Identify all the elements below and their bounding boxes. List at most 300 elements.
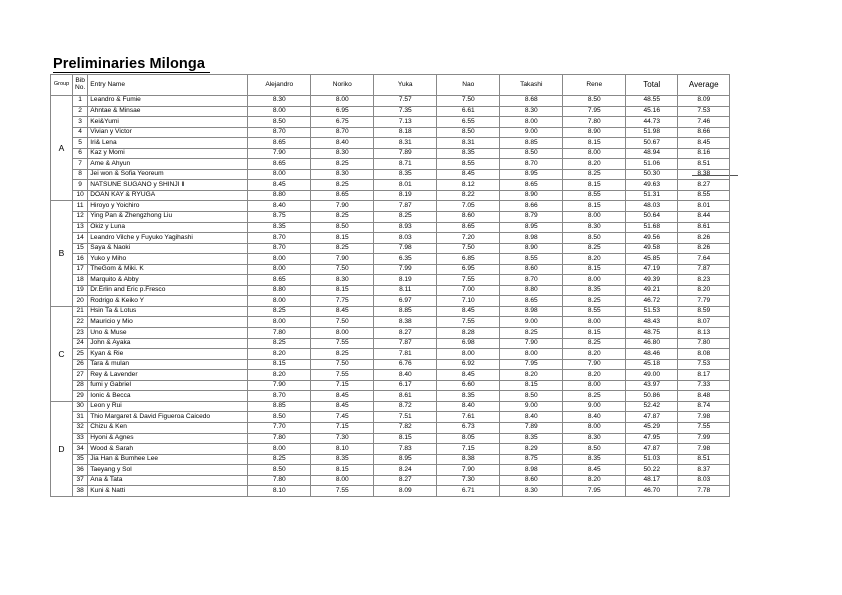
judge-score: 8.70 bbox=[248, 233, 311, 244]
header-bib: Bib No. bbox=[73, 75, 88, 96]
judge-score: 8.80 bbox=[248, 285, 311, 296]
total-score: 51.31 bbox=[626, 190, 678, 201]
average-score: 7.78 bbox=[678, 486, 730, 497]
bib-number: 9 bbox=[73, 180, 88, 191]
judge-score: 8.98 bbox=[500, 306, 563, 317]
total-score: 50.86 bbox=[626, 391, 678, 402]
judge-score: 8.70 bbox=[248, 127, 311, 138]
bib-number: 34 bbox=[73, 444, 88, 455]
judge-score: 8.85 bbox=[374, 306, 437, 317]
judge-score: 7.15 bbox=[437, 444, 500, 455]
total-score: 48.46 bbox=[626, 349, 678, 360]
judge-score: 8.20 bbox=[563, 159, 626, 170]
judge-score: 8.45 bbox=[248, 180, 311, 191]
entry-name: Jei won & Sofia Yeoreum bbox=[88, 169, 248, 180]
entry-name: Rey & Lavender bbox=[88, 370, 248, 381]
group-label: B bbox=[51, 201, 73, 306]
total-score: 48.03 bbox=[626, 201, 678, 212]
judge-score: 8.28 bbox=[437, 328, 500, 339]
judge-score: 8.40 bbox=[248, 201, 311, 212]
bib-number: 1 bbox=[73, 96, 88, 107]
judge-score: 8.22 bbox=[437, 190, 500, 201]
judge-score: 8.40 bbox=[563, 412, 626, 423]
total-score: 46.80 bbox=[626, 338, 678, 349]
total-score: 51.06 bbox=[626, 159, 678, 170]
table-row bbox=[51, 169, 730, 180]
entry-name: Ionic & Becca bbox=[88, 391, 248, 402]
header-judge: Noriko bbox=[311, 75, 374, 96]
bib-number: 31 bbox=[73, 412, 88, 423]
header-judge: Alejandro bbox=[248, 75, 311, 96]
judge-score: 8.90 bbox=[500, 243, 563, 254]
entry-name: Kei&Yumi bbox=[88, 117, 248, 128]
average-score: 8.45 bbox=[678, 138, 730, 149]
judge-score: 6.98 bbox=[437, 338, 500, 349]
table-row bbox=[51, 433, 730, 444]
judge-score: 8.40 bbox=[500, 412, 563, 423]
total-score: 43.97 bbox=[626, 380, 678, 391]
bib-number: 38 bbox=[73, 486, 88, 497]
average-score: 8.16 bbox=[678, 148, 730, 159]
table-row bbox=[51, 338, 730, 349]
table-row bbox=[51, 296, 730, 307]
average-score: 8.66 bbox=[678, 127, 730, 138]
header-row bbox=[51, 75, 730, 96]
table-body bbox=[51, 96, 730, 497]
judge-score: 7.51 bbox=[374, 412, 437, 423]
judge-score: 7.75 bbox=[311, 296, 374, 307]
average-score: 8.48 bbox=[678, 391, 730, 402]
entry-name: TheGom & Miki. K bbox=[88, 264, 248, 275]
judge-score: 8.10 bbox=[311, 444, 374, 455]
judge-score: 8.03 bbox=[374, 233, 437, 244]
judge-score: 9.00 bbox=[500, 317, 563, 328]
judge-score: 8.29 bbox=[500, 444, 563, 455]
judge-score: 7.50 bbox=[311, 264, 374, 275]
table-row bbox=[51, 444, 730, 455]
table-row bbox=[51, 391, 730, 402]
judge-score: 6.95 bbox=[437, 264, 500, 275]
judge-score: 7.50 bbox=[311, 317, 374, 328]
judge-score: 8.65 bbox=[248, 138, 311, 149]
total-score: 45.16 bbox=[626, 106, 678, 117]
judge-score: 7.15 bbox=[311, 422, 374, 433]
judge-score: 8.00 bbox=[248, 106, 311, 117]
judge-score: 6.17 bbox=[374, 380, 437, 391]
total-score: 46.72 bbox=[626, 296, 678, 307]
judge-score: 8.75 bbox=[500, 454, 563, 465]
judge-score: 8.25 bbox=[563, 243, 626, 254]
bib-number: 21 bbox=[73, 306, 88, 317]
bib-number: 15 bbox=[73, 243, 88, 254]
table-row bbox=[51, 264, 730, 275]
entry-name: Kuni & Natti bbox=[88, 486, 248, 497]
bib-number: 10 bbox=[73, 190, 88, 201]
total-score: 51.68 bbox=[626, 222, 678, 233]
judge-score: 8.00 bbox=[563, 317, 626, 328]
table-row bbox=[51, 412, 730, 423]
total-score: 49.00 bbox=[626, 370, 678, 381]
judge-score: 7.10 bbox=[437, 296, 500, 307]
title-underline bbox=[53, 72, 210, 73]
table-row bbox=[51, 306, 730, 317]
table-row bbox=[51, 380, 730, 391]
group-label: C bbox=[51, 306, 73, 401]
judge-score: 8.15 bbox=[248, 359, 311, 370]
judge-score: 8.00 bbox=[248, 444, 311, 455]
judge-score: 8.00 bbox=[563, 380, 626, 391]
judge-score: 8.98 bbox=[500, 465, 563, 476]
judge-score: 8.50 bbox=[248, 465, 311, 476]
judge-score: 7.80 bbox=[248, 328, 311, 339]
table-row bbox=[51, 465, 730, 476]
table-row bbox=[51, 285, 730, 296]
entry-name: NATSUNE SUGANO y SHINJI Ⅱ bbox=[88, 180, 248, 191]
judge-score: 8.93 bbox=[374, 222, 437, 233]
judge-score: 8.00 bbox=[248, 317, 311, 328]
judge-score: 8.60 bbox=[500, 264, 563, 275]
judge-score: 7.50 bbox=[437, 243, 500, 254]
bib-number: 35 bbox=[73, 454, 88, 465]
judge-score: 8.25 bbox=[248, 338, 311, 349]
judge-score: 8.60 bbox=[437, 212, 500, 223]
table-row bbox=[51, 422, 730, 433]
judge-score: 8.00 bbox=[248, 254, 311, 265]
judge-score: 7.89 bbox=[500, 422, 563, 433]
judge-score: 8.50 bbox=[248, 412, 311, 423]
judge-score: 8.25 bbox=[248, 454, 311, 465]
judge-score: 7.30 bbox=[311, 433, 374, 444]
judge-score: 8.27 bbox=[374, 475, 437, 486]
entry-name: Leon y Rui bbox=[88, 401, 248, 412]
scores-table bbox=[50, 74, 730, 497]
average-score: 7.87 bbox=[678, 264, 730, 275]
entry-name: Chizu & Ken bbox=[88, 422, 248, 433]
judge-score: 8.45 bbox=[437, 169, 500, 180]
average-score: 8.07 bbox=[678, 317, 730, 328]
judge-score: 8.00 bbox=[248, 264, 311, 275]
average-score: 8.27 bbox=[678, 180, 730, 191]
bib-number: 5 bbox=[73, 138, 88, 149]
judge-score: 7.80 bbox=[248, 433, 311, 444]
bib-number: 32 bbox=[73, 422, 88, 433]
bib-number: 14 bbox=[73, 233, 88, 244]
judge-score: 8.35 bbox=[500, 433, 563, 444]
judge-score: 7.95 bbox=[563, 486, 626, 497]
table-row bbox=[51, 233, 730, 244]
total-score: 47.87 bbox=[626, 412, 678, 423]
judge-score: 8.85 bbox=[500, 138, 563, 149]
judge-score: 7.30 bbox=[437, 475, 500, 486]
judge-score: 8.35 bbox=[311, 454, 374, 465]
judge-score: 8.00 bbox=[500, 349, 563, 360]
judge-score: 8.15 bbox=[311, 233, 374, 244]
table-row bbox=[51, 401, 730, 412]
judge-score: 6.95 bbox=[311, 106, 374, 117]
entry-name: Ahntae & Minsae bbox=[88, 106, 248, 117]
judge-score: 8.35 bbox=[374, 169, 437, 180]
judge-score: 8.19 bbox=[374, 275, 437, 286]
judge-score: 8.72 bbox=[374, 401, 437, 412]
entry-name: Tara & mulan bbox=[88, 359, 248, 370]
judge-score: 8.00 bbox=[563, 422, 626, 433]
judge-score: 8.70 bbox=[311, 127, 374, 138]
average-score: 8.59 bbox=[678, 306, 730, 317]
judge-score: 8.30 bbox=[500, 106, 563, 117]
judge-score: 8.68 bbox=[500, 96, 563, 107]
judge-score: 8.70 bbox=[500, 159, 563, 170]
judge-score: 8.40 bbox=[311, 138, 374, 149]
total-score: 48.75 bbox=[626, 328, 678, 339]
judge-score: 8.25 bbox=[311, 212, 374, 223]
table-row bbox=[51, 275, 730, 286]
judge-score: 8.50 bbox=[500, 148, 563, 159]
entry-name: Kaz y Momi bbox=[88, 148, 248, 159]
judge-score: 8.50 bbox=[563, 96, 626, 107]
judge-score: 7.20 bbox=[437, 233, 500, 244]
entry-name: Ying Pan & Zhengzhong Liu bbox=[88, 212, 248, 223]
judge-score: 6.75 bbox=[311, 117, 374, 128]
entry-name: DOAN KAY & RYUGA bbox=[88, 190, 248, 201]
table-row bbox=[51, 96, 730, 107]
judge-score: 8.31 bbox=[437, 138, 500, 149]
judge-score: 6.71 bbox=[437, 486, 500, 497]
average-score: 7.80 bbox=[678, 338, 730, 349]
judge-score: 7.00 bbox=[437, 285, 500, 296]
judge-score: 8.50 bbox=[437, 127, 500, 138]
page-title: Preliminaries Milonga bbox=[53, 56, 205, 72]
entry-name: Taeyang y Sol bbox=[88, 465, 248, 476]
table-row bbox=[51, 370, 730, 381]
judge-score: 8.15 bbox=[500, 380, 563, 391]
judge-score: 8.19 bbox=[374, 190, 437, 201]
judge-score: 7.45 bbox=[311, 412, 374, 423]
judge-score: 8.20 bbox=[563, 370, 626, 381]
judge-score: 7.95 bbox=[563, 106, 626, 117]
total-score: 50.30 bbox=[626, 169, 678, 180]
table-row bbox=[51, 222, 730, 233]
judge-score: 8.95 bbox=[500, 222, 563, 233]
judge-score: 8.00 bbox=[311, 96, 374, 107]
entry-name: Iri& Lena bbox=[88, 138, 248, 149]
table-row bbox=[51, 190, 730, 201]
entry-name: Hiroyo y Yoichiro bbox=[88, 201, 248, 212]
judge-score: 8.12 bbox=[437, 180, 500, 191]
average-score: 7.64 bbox=[678, 254, 730, 265]
judge-score: 8.00 bbox=[563, 275, 626, 286]
judge-score: 8.95 bbox=[500, 169, 563, 180]
judge-score: 8.90 bbox=[500, 190, 563, 201]
judge-score: 8.98 bbox=[500, 233, 563, 244]
judge-score: 7.81 bbox=[374, 349, 437, 360]
judge-score: 9.00 bbox=[563, 401, 626, 412]
judge-score: 8.95 bbox=[374, 454, 437, 465]
judge-score: 9.00 bbox=[500, 401, 563, 412]
bib-number: 26 bbox=[73, 359, 88, 370]
judge-score: 8.00 bbox=[563, 148, 626, 159]
total-score: 49.56 bbox=[626, 233, 678, 244]
judge-score: 8.80 bbox=[500, 285, 563, 296]
average-score: 8.08 bbox=[678, 349, 730, 360]
bib-number: 37 bbox=[73, 475, 88, 486]
judge-score: 8.65 bbox=[500, 296, 563, 307]
total-score: 52.42 bbox=[626, 401, 678, 412]
judge-score: 8.15 bbox=[374, 433, 437, 444]
table-row bbox=[51, 117, 730, 128]
judge-score: 8.65 bbox=[248, 275, 311, 286]
bib-number: 3 bbox=[73, 117, 88, 128]
average-score: 8.61 bbox=[678, 222, 730, 233]
table-row bbox=[51, 254, 730, 265]
bib-number: 4 bbox=[73, 127, 88, 138]
total-score: 45.85 bbox=[626, 254, 678, 265]
judge-score: 8.66 bbox=[500, 201, 563, 212]
total-score: 49.58 bbox=[626, 243, 678, 254]
judge-score: 8.40 bbox=[374, 370, 437, 381]
table-row bbox=[51, 201, 730, 212]
bib-number: 19 bbox=[73, 285, 88, 296]
total-score: 51.53 bbox=[626, 306, 678, 317]
judge-score: 8.10 bbox=[248, 486, 311, 497]
judge-score: 8.85 bbox=[248, 401, 311, 412]
judge-score: 8.11 bbox=[374, 285, 437, 296]
judge-score: 7.95 bbox=[500, 359, 563, 370]
average-score: 8.20 bbox=[678, 285, 730, 296]
bib-number: 23 bbox=[73, 328, 88, 339]
entry-name: Marquito & Abby bbox=[88, 275, 248, 286]
judge-score: 7.55 bbox=[437, 317, 500, 328]
average-score: 8.26 bbox=[678, 243, 730, 254]
judge-score: 7.90 bbox=[500, 338, 563, 349]
judge-score: 8.35 bbox=[248, 222, 311, 233]
judge-score: 8.15 bbox=[311, 285, 374, 296]
judge-score: 8.55 bbox=[563, 306, 626, 317]
table-row bbox=[51, 212, 730, 223]
total-score: 46.70 bbox=[626, 486, 678, 497]
entry-name: Leandro & Fumie bbox=[88, 96, 248, 107]
judge-score: 8.31 bbox=[374, 138, 437, 149]
entry-name: Vivian y Victor bbox=[88, 127, 248, 138]
judge-score: 8.80 bbox=[248, 190, 311, 201]
judge-score: 8.50 bbox=[248, 117, 311, 128]
average-score: 7.55 bbox=[678, 422, 730, 433]
judge-score: 8.65 bbox=[311, 190, 374, 201]
judge-score: 8.00 bbox=[248, 169, 311, 180]
header-average: Average bbox=[678, 75, 730, 96]
judge-score: 8.50 bbox=[563, 233, 626, 244]
judge-score: 7.87 bbox=[374, 201, 437, 212]
judge-score: 8.30 bbox=[563, 222, 626, 233]
judge-score: 8.30 bbox=[311, 275, 374, 286]
bib-number: 24 bbox=[73, 338, 88, 349]
judge-score: 8.60 bbox=[500, 475, 563, 486]
table-row bbox=[51, 180, 730, 191]
average-score: 7.33 bbox=[678, 380, 730, 391]
total-score: 45.29 bbox=[626, 422, 678, 433]
judge-score: 8.00 bbox=[500, 117, 563, 128]
judge-score: 7.90 bbox=[311, 201, 374, 212]
table-row bbox=[51, 454, 730, 465]
judge-score: 8.25 bbox=[563, 296, 626, 307]
total-score: 47.95 bbox=[626, 433, 678, 444]
judge-score: 8.30 bbox=[563, 433, 626, 444]
average-score: 8.01 bbox=[678, 201, 730, 212]
judge-score: 6.76 bbox=[374, 359, 437, 370]
header-total: Total bbox=[626, 75, 678, 96]
judge-score: 7.82 bbox=[374, 422, 437, 433]
bib-number: 25 bbox=[73, 349, 88, 360]
judge-score: 7.55 bbox=[311, 486, 374, 497]
judge-score: 8.15 bbox=[563, 201, 626, 212]
judge-score: 6.97 bbox=[374, 296, 437, 307]
entry-name: Saya & Naoki bbox=[88, 243, 248, 254]
judge-score: 8.20 bbox=[500, 370, 563, 381]
average-score: 7.99 bbox=[678, 433, 730, 444]
judge-score: 8.35 bbox=[437, 391, 500, 402]
bib-number: 18 bbox=[73, 275, 88, 286]
average-score: 8.26 bbox=[678, 233, 730, 244]
table-row bbox=[51, 159, 730, 170]
entry-name: Okiz y Luna bbox=[88, 222, 248, 233]
total-score: 44.73 bbox=[626, 117, 678, 128]
judge-score: 8.18 bbox=[374, 127, 437, 138]
judge-score: 7.90 bbox=[311, 254, 374, 265]
judge-score: 7.55 bbox=[311, 338, 374, 349]
bib-number: 30 bbox=[73, 401, 88, 412]
table-row bbox=[51, 328, 730, 339]
judge-score: 8.45 bbox=[311, 306, 374, 317]
entry-name: Dr.Erlin and Eric p.Fresco bbox=[88, 285, 248, 296]
judge-score: 8.09 bbox=[374, 486, 437, 497]
bib-number: 33 bbox=[73, 433, 88, 444]
judge-score: 6.73 bbox=[437, 422, 500, 433]
judge-score: 8.45 bbox=[437, 306, 500, 317]
judge-score: 8.25 bbox=[311, 159, 374, 170]
header-entry-name: Entry Name bbox=[88, 75, 248, 96]
average-score: 8.23 bbox=[678, 275, 730, 286]
bib-number: 29 bbox=[73, 391, 88, 402]
judge-score: 6.61 bbox=[437, 106, 500, 117]
total-score: 48.43 bbox=[626, 317, 678, 328]
bib-number: 20 bbox=[73, 296, 88, 307]
judge-score: 8.20 bbox=[248, 370, 311, 381]
judge-score: 8.38 bbox=[374, 317, 437, 328]
judge-score: 8.27 bbox=[374, 328, 437, 339]
judge-score: 8.01 bbox=[374, 180, 437, 191]
table-row bbox=[51, 349, 730, 360]
judge-score: 6.35 bbox=[374, 254, 437, 265]
judge-score: 7.98 bbox=[374, 243, 437, 254]
judge-score: 7.50 bbox=[311, 359, 374, 370]
entry-name: John & Ayaka bbox=[88, 338, 248, 349]
average-score: 8.37 bbox=[678, 465, 730, 476]
judge-score: 8.35 bbox=[437, 148, 500, 159]
judge-score: 7.55 bbox=[311, 370, 374, 381]
judge-score: 8.25 bbox=[311, 349, 374, 360]
judge-score: 8.70 bbox=[500, 275, 563, 286]
total-score: 49.63 bbox=[626, 180, 678, 191]
entry-name: Wood & Sarah bbox=[88, 444, 248, 455]
judge-score: 9.00 bbox=[500, 127, 563, 138]
bib-number: 13 bbox=[73, 222, 88, 233]
judge-score: 8.20 bbox=[563, 475, 626, 486]
judge-score: 7.13 bbox=[374, 117, 437, 128]
average-score: 8.51 bbox=[678, 454, 730, 465]
judge-score: 8.45 bbox=[311, 391, 374, 402]
table-row bbox=[51, 148, 730, 159]
judge-score: 7.90 bbox=[437, 465, 500, 476]
average-score: 8.51 bbox=[678, 159, 730, 170]
